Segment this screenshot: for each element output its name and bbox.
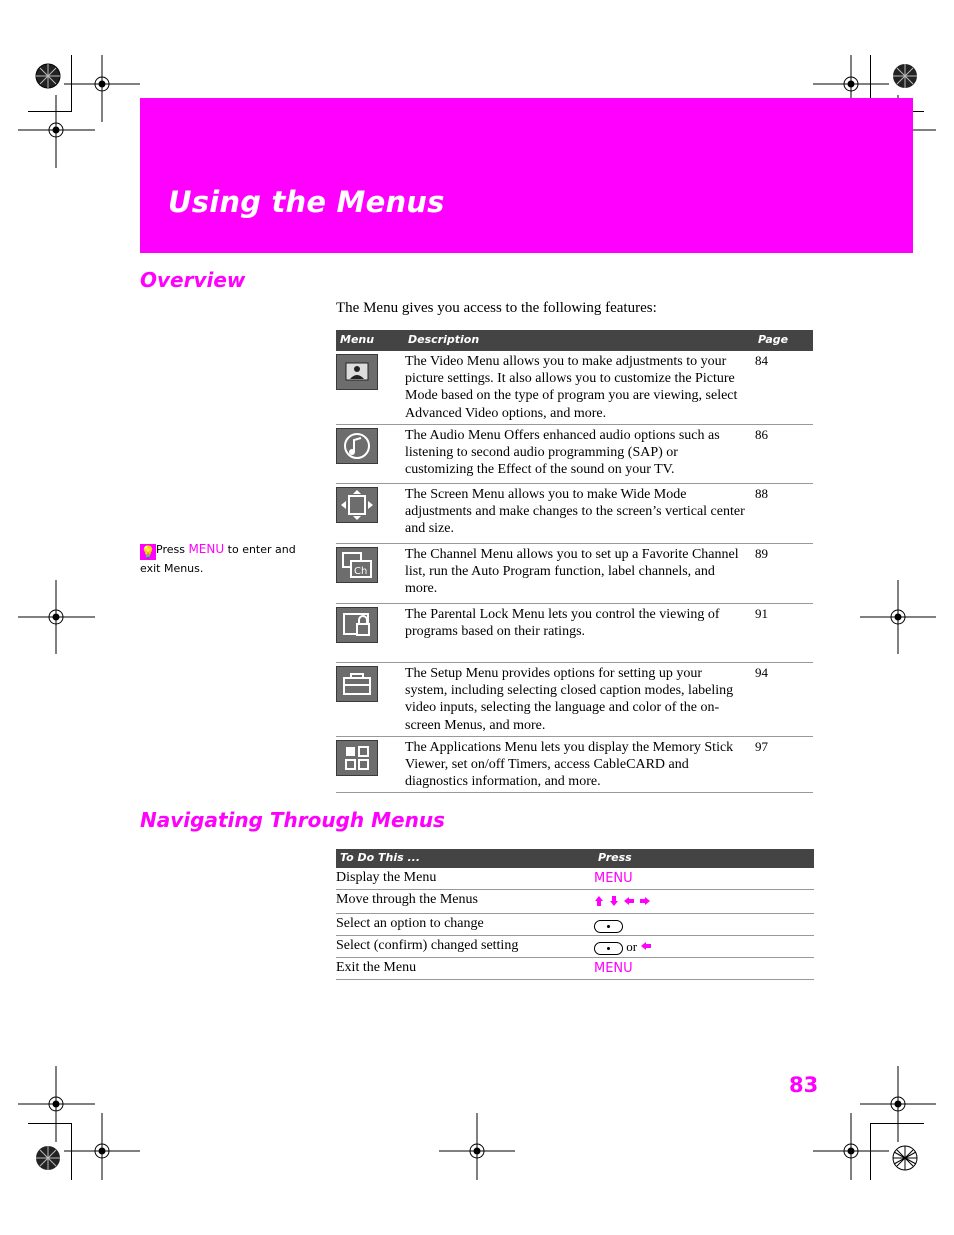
lightbulb-icon: 💡 <box>140 545 156 559</box>
table-row <box>336 663 813 737</box>
table-row <box>336 484 813 544</box>
table-row <box>336 936 814 958</box>
column-description: Description <box>408 333 480 346</box>
row-action: Select (confirm) changed setting <box>336 938 519 953</box>
row-page: 88 <box>755 486 768 501</box>
row-description: The Audio Menu Offers enhanced audio options such as listening to second audio programming (SAP) or customizing the Effect of the sound on your TV. <box>405 428 720 478</box>
table-row <box>336 868 814 890</box>
table-row <box>336 425 813 484</box>
row-description: The Setup Menu provides options for setting up your system, including selecting closed caption modes, labeling video inputs, selecting the language and color of the on-screen Menus, and more. <box>405 666 734 733</box>
select-or-left-key <box>594 939 652 955</box>
column-todo: To Do This ... <box>340 851 421 864</box>
arrow-keys <box>594 895 654 911</box>
starburst-icon <box>36 1146 60 1170</box>
parental-lock-menu-icon <box>336 607 378 643</box>
table-row <box>336 544 813 604</box>
or-label: or <box>626 939 638 954</box>
row-description: The Applications Menu lets you display the Memory Stick Viewer, set on/off Timers, access CableCARD and diagnostics information, and more. <box>405 740 734 790</box>
navigation-table-header <box>336 849 814 868</box>
table-row <box>336 890 814 914</box>
row-description: The Screen Menu allows you to make Wide Mode adjustments and make changes to the screen’s vertical center and size. <box>405 487 745 537</box>
table-row <box>336 958 814 980</box>
overview-heading: Overview <box>140 268 246 292</box>
up-arrow-icon <box>595 896 603 906</box>
select-button-icon <box>594 920 623 933</box>
row-action: Move through the Menus <box>336 892 478 907</box>
starburst-icon <box>36 64 60 88</box>
table-row <box>336 737 813 793</box>
table-row <box>336 604 813 663</box>
audio-menu-icon <box>336 428 378 464</box>
starburst-icon <box>893 1146 917 1170</box>
column-press: Press <box>598 851 632 864</box>
row-action: Display the Menu <box>336 870 437 885</box>
applications-menu-icon <box>336 740 378 776</box>
crosshair-icon <box>813 1113 889 1180</box>
crosshair-icon <box>439 1113 515 1180</box>
starburst-icon <box>893 64 917 88</box>
row-action: Select an option to change <box>336 916 484 931</box>
video-menu-icon <box>336 354 378 390</box>
column-menu: Menu <box>340 333 375 346</box>
navigation-table <box>336 849 814 980</box>
title-banner <box>140 98 913 253</box>
right-arrow-icon <box>640 897 650 905</box>
row-description: The Parental Lock Menu lets you control the viewing of programs based on their ratings. <box>405 607 720 640</box>
tip-suffix: to enter and exit Menus. <box>140 543 296 575</box>
row-description: The Video Menu allows you to make adjustments to your picture settings. It also allows you to customize the Picture Mode based on the type of program you are viewing, select Advanced Video options, and more. <box>405 354 738 421</box>
menu-key: MENU <box>594 961 633 976</box>
menu-table <box>336 330 813 793</box>
down-arrow-icon <box>610 896 618 906</box>
screen-menu-icon <box>336 487 378 523</box>
overview-intro: The Menu gives you access to the following features: <box>336 300 657 316</box>
row-description: The Channel Menu allows you to set up a Favorite Channel list, run the Auto Program function, label channels, and more. <box>405 547 739 597</box>
row-page: 94 <box>755 665 768 680</box>
channel-menu-icon <box>336 547 378 583</box>
page-number: 83 <box>789 1073 819 1097</box>
row-action: Exit the Menu <box>336 960 417 975</box>
crosshair-icon <box>64 1113 140 1180</box>
select-key <box>594 917 623 933</box>
menu-table-header <box>336 330 813 351</box>
page-title: Using the Menus <box>168 185 445 219</box>
row-page: 86 <box>755 427 768 442</box>
row-page: 89 <box>755 546 768 561</box>
crosshair-icon <box>18 1066 95 1142</box>
navigating-heading: Navigating Through Menus <box>140 808 445 832</box>
table-row <box>336 914 814 936</box>
column-page: Page <box>758 333 789 346</box>
tip-note <box>140 541 300 577</box>
table-row <box>336 351 813 425</box>
menu-key: MENU <box>594 871 633 886</box>
crosshair-icon <box>860 1066 936 1142</box>
row-page: 84 <box>755 353 768 368</box>
crosshair-icon <box>64 55 140 122</box>
crosshair-icon <box>860 580 936 654</box>
left-arrow-icon <box>624 897 634 905</box>
select-button-icon <box>594 942 623 955</box>
row-page: 91 <box>755 606 768 621</box>
tip-prefix: Press <box>156 543 189 556</box>
crosshair-icon <box>18 95 95 168</box>
svg-text:Ch: Ch <box>354 566 368 577</box>
setup-menu-icon <box>336 666 378 702</box>
row-page: 97 <box>755 739 768 754</box>
crosshair-icon <box>18 580 95 654</box>
tip-key: MENU <box>188 542 225 556</box>
left-arrow-icon <box>640 941 652 951</box>
